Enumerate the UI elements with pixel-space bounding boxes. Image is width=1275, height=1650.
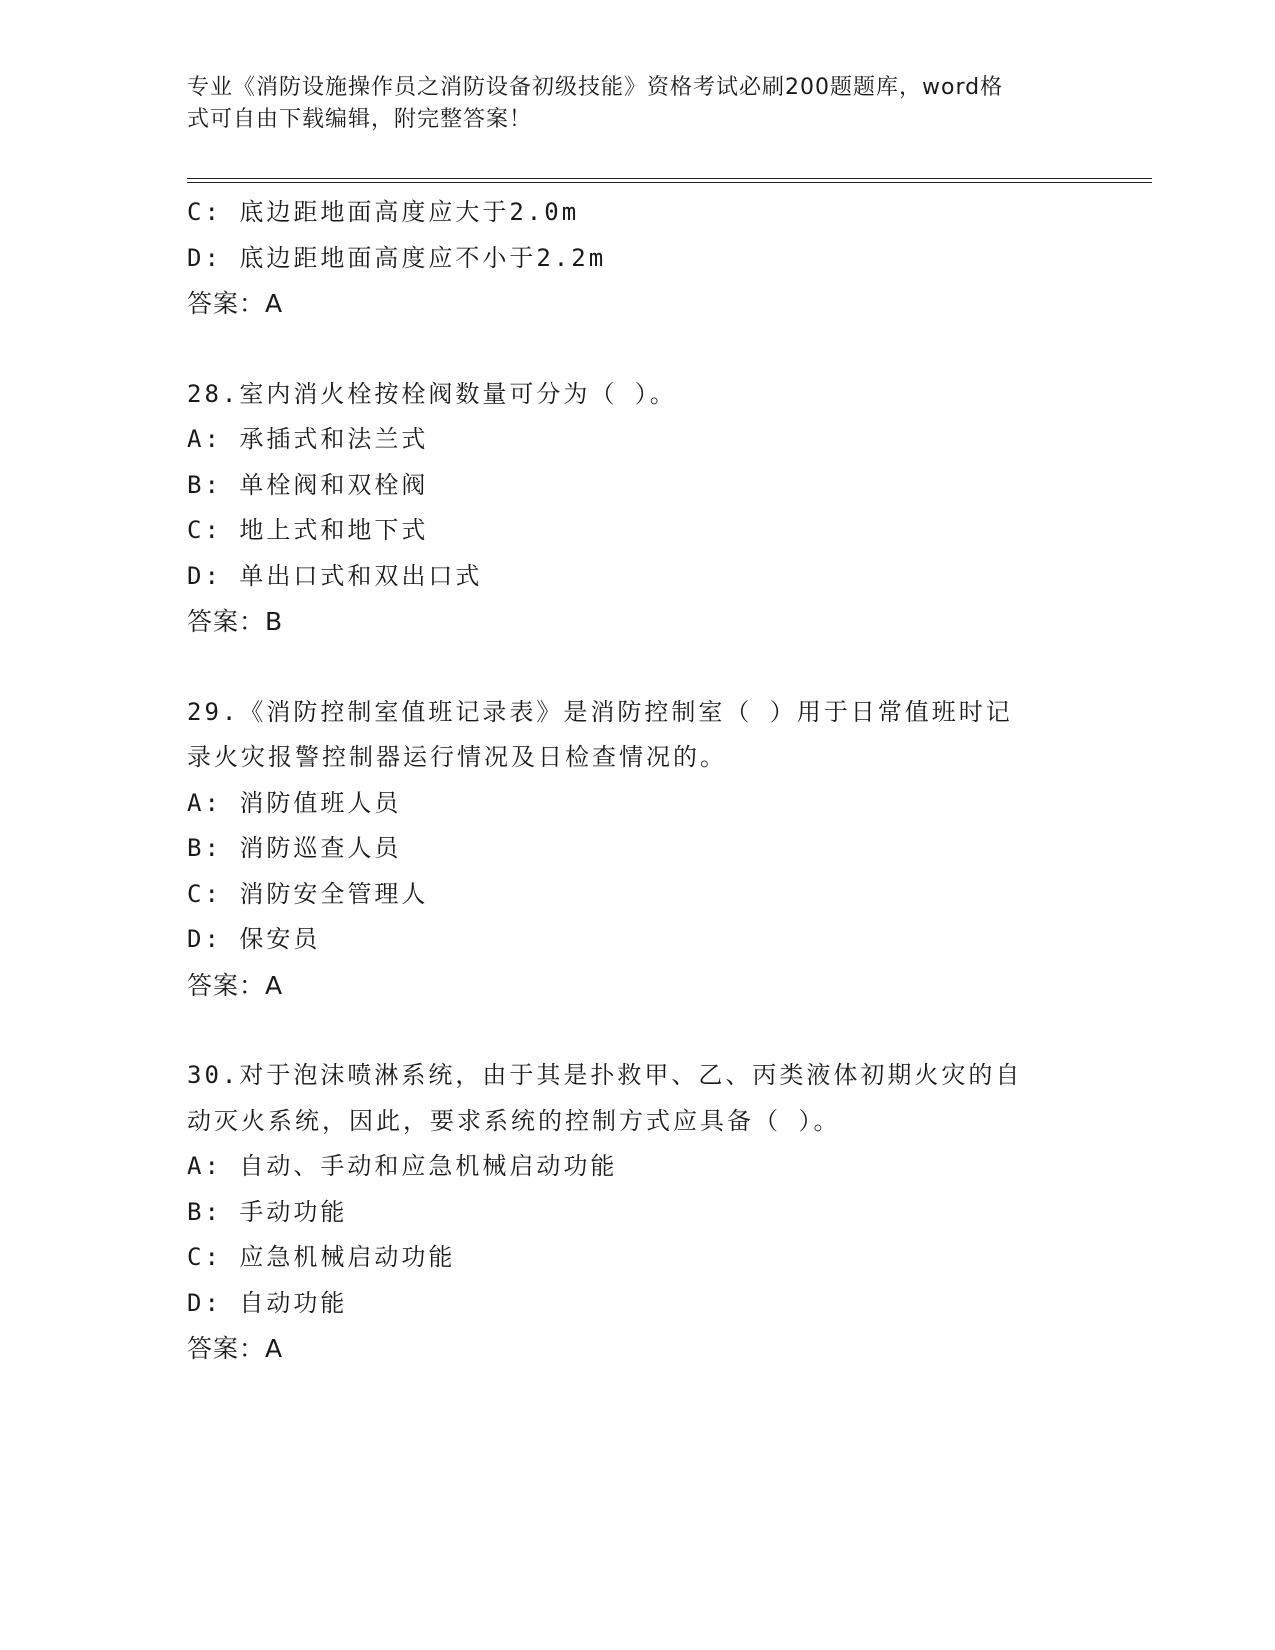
answer-label: 答案：A xyxy=(187,970,284,1000)
header-rule-bottom xyxy=(187,182,1152,183)
option-d: D: 保安员 xyxy=(187,925,321,953)
option-c: C: 底边距地面高度应大于2.0m xyxy=(187,198,580,226)
question-27-continuation xyxy=(187,190,1087,327)
question-stem-line-2: 录火灾报警控制器运行情况及日检查情况的。 xyxy=(187,743,727,771)
question-29 xyxy=(187,690,1087,1009)
question-stem: 28.室内消火栓按栓阀数量可分为（ ）。 xyxy=(187,379,677,408)
question-list xyxy=(187,190,1087,1372)
question-stem-line-1: 30.对于泡沫喷淋系统，由于其是扑救甲、乙、丙类液体初期火灾的自 xyxy=(187,1061,1023,1089)
spacer xyxy=(187,327,1087,372)
answer-label: 答案：A xyxy=(187,289,284,318)
answer-label: 答案：B xyxy=(187,607,284,636)
spacer xyxy=(187,645,1087,690)
question-30 xyxy=(187,1053,1087,1372)
option-c: C: 消防安全管理人 xyxy=(187,879,429,908)
option-d: D: 底边距地面高度应不小于2.2m xyxy=(187,243,607,272)
option-d: D: 单出口式和双出口式 xyxy=(187,561,483,590)
option-c: C: 应急机械启动功能 xyxy=(187,1243,456,1271)
option-a: A: 自动、手动和应急机械启动功能 xyxy=(187,1152,618,1180)
header-line-1: 专业《消防设施操作员之消防设备初级技能》资格考试必刷200题题库，word格 xyxy=(187,75,1004,100)
question-stem-line-2: 动灭火系统，因此，要求系统的控制方式应具备（ ）。 xyxy=(187,1106,841,1135)
answer-label: 答案：A xyxy=(187,1334,284,1363)
option-b: B: 手动功能 xyxy=(187,1197,348,1226)
question-stem-line-1: 29.《消防控制室值班记录表》是消防控制室（ ）用于日常值班时记 xyxy=(187,697,1013,726)
option-a: A: 消防值班人员 xyxy=(187,788,402,817)
header-line-2: 式可自由下载编辑，附完整答案！ xyxy=(187,107,533,132)
spacer xyxy=(187,1008,1087,1053)
question-28 xyxy=(187,372,1087,645)
option-c: C: 地上式和地下式 xyxy=(187,516,429,544)
header-rule-top xyxy=(187,178,1152,179)
option-b: B: 消防巡查人员 xyxy=(187,834,402,862)
option-b: B: 单栓阀和双栓阀 xyxy=(187,470,429,499)
option-a: A: 承插式和法兰式 xyxy=(187,425,429,453)
option-d: D: 自动功能 xyxy=(187,1288,348,1317)
page-header xyxy=(187,72,1067,136)
